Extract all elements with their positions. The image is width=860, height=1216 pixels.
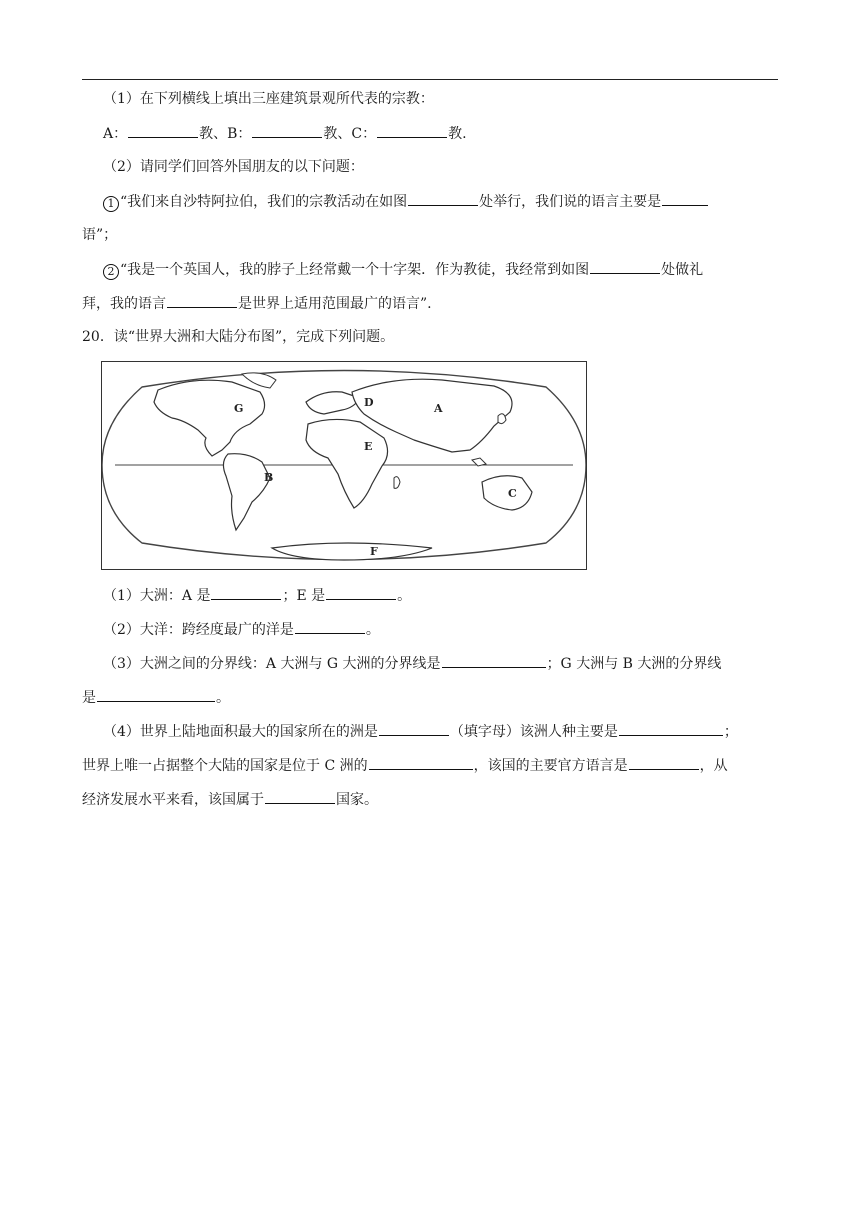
blank-development-level[interactable] xyxy=(265,789,335,804)
blank-item2-place[interactable] xyxy=(590,259,660,274)
item2-text-a: “我是一个英国人，我的脖子上经常戴一个十字架．作为教徒，我经常到如图 xyxy=(120,262,590,278)
item2-number-icon: 2 xyxy=(103,264,119,280)
top-rule xyxy=(82,79,778,80)
p4-text-d: 世界上唯一占据整个大陆的国家是位于 C 洲的 xyxy=(82,758,368,774)
p4-text-h: 国家。 xyxy=(336,792,378,808)
answer-end: 教. xyxy=(448,126,467,142)
blank-item1-place[interactable] xyxy=(408,191,478,206)
q20-p2 xyxy=(103,619,380,640)
p1-text-b: ；E 是 xyxy=(282,588,326,604)
p3-text-d: 。 xyxy=(216,690,230,706)
q20-p4-line1 xyxy=(103,721,738,742)
item2-text-b: 处做礼 xyxy=(661,262,704,278)
p1-text-a: （1）大洲：A 是 xyxy=(103,588,211,604)
answer-a-label: A： xyxy=(103,126,128,142)
p4-text-f: ，从 xyxy=(699,758,728,774)
continent-south-america xyxy=(223,454,270,530)
continent-europe xyxy=(306,392,360,414)
q19-item1-line2: 语”； xyxy=(82,227,118,243)
q19-part1-answers xyxy=(103,123,467,144)
p2-text-a: （2）大洋：跨经度最广的洋是 xyxy=(103,622,294,638)
q19-item2-line2 xyxy=(82,293,432,314)
greenland xyxy=(242,373,276,388)
japan-islands xyxy=(498,414,506,424)
item2-text-c: 拜，我的语言 xyxy=(82,296,166,312)
q20-p3-line2 xyxy=(82,687,230,708)
item1-number-icon: 1 xyxy=(103,196,119,212)
map-label-f: F xyxy=(370,545,378,558)
blank-continent-a[interactable] xyxy=(211,585,281,600)
p4-text-e: ，该国的主要官方语言是 xyxy=(473,758,628,774)
blank-continent-e[interactable] xyxy=(326,585,396,600)
continent-africa xyxy=(306,419,388,508)
map-label-b: B xyxy=(264,471,274,484)
blank-ocean[interactable] xyxy=(295,619,365,634)
p2-text-b: 。 xyxy=(365,622,380,638)
q19-item1-line1 xyxy=(103,191,709,212)
blank-largest-country-continent[interactable] xyxy=(379,721,449,736)
p3-text-b: ；G 大洲与 B 大洲的分界线 xyxy=(546,656,722,672)
map-label-d: D xyxy=(364,396,374,409)
world-map xyxy=(101,361,587,570)
q19-part2-prompt: （2）请同学们回答外国朋友的以下问题： xyxy=(103,159,364,175)
p3-text-c: 是 xyxy=(82,690,96,706)
p4-text-a: （4）世界上陆地面积最大的国家所在的洲是 xyxy=(103,724,378,740)
p3-text-a: （3）大洲之间的分界线：A 大洲与 G 大洲的分界线是 xyxy=(103,656,441,672)
blank-boundary-ag[interactable] xyxy=(442,653,546,668)
p1-text-c: 。 xyxy=(397,588,412,604)
map-label-c: C xyxy=(508,487,517,500)
map-label-g: G xyxy=(234,402,244,415)
answer-b-label: 教、B： xyxy=(199,126,252,142)
map-label-e: E xyxy=(364,440,373,453)
q20-p3-line1 xyxy=(103,653,721,674)
answer-c-label: 教、C： xyxy=(323,126,377,142)
item1-text-b: 处举行，我们说的语言主要是 xyxy=(479,194,662,210)
blank-boundary-gb[interactable] xyxy=(97,687,215,702)
blank-a[interactable] xyxy=(128,123,198,138)
blank-b[interactable] xyxy=(252,123,322,138)
madagascar xyxy=(394,477,400,489)
map-label-a: A xyxy=(434,402,443,415)
blank-country[interactable] xyxy=(369,755,473,770)
item2-text-d: 是世界上适用范围最广的语言”. xyxy=(238,296,432,312)
q19-item2-line1 xyxy=(103,259,703,280)
q20-heading: 20．读“世界大洲和大陆分布图”，完成下列问题。 xyxy=(82,329,395,345)
q20-p4-line3 xyxy=(82,789,378,810)
blank-official-language[interactable] xyxy=(629,755,699,770)
blank-c[interactable] xyxy=(377,123,447,138)
q20-p4-line2 xyxy=(82,755,728,776)
continent-north-america xyxy=(154,380,265,456)
p4-text-b: （填字母）该洲人种主要是 xyxy=(449,724,618,740)
blank-item1-language[interactable] xyxy=(662,191,708,206)
world-map-svg xyxy=(102,362,586,569)
q19-part1-prompt: （1）在下列横线上填出三座建筑景观所代表的宗教： xyxy=(103,91,434,107)
item1-text-a: “我们来自沙特阿拉伯，我们的宗教活动在如图 xyxy=(120,194,408,210)
blank-item2-language[interactable] xyxy=(167,293,237,308)
blank-race[interactable] xyxy=(619,721,723,736)
p4-text-g: 经济发展水平来看，该国属于 xyxy=(82,792,264,808)
continent-australia xyxy=(482,476,532,510)
q20-p1 xyxy=(103,585,411,606)
p4-text-c: ； xyxy=(723,724,738,740)
